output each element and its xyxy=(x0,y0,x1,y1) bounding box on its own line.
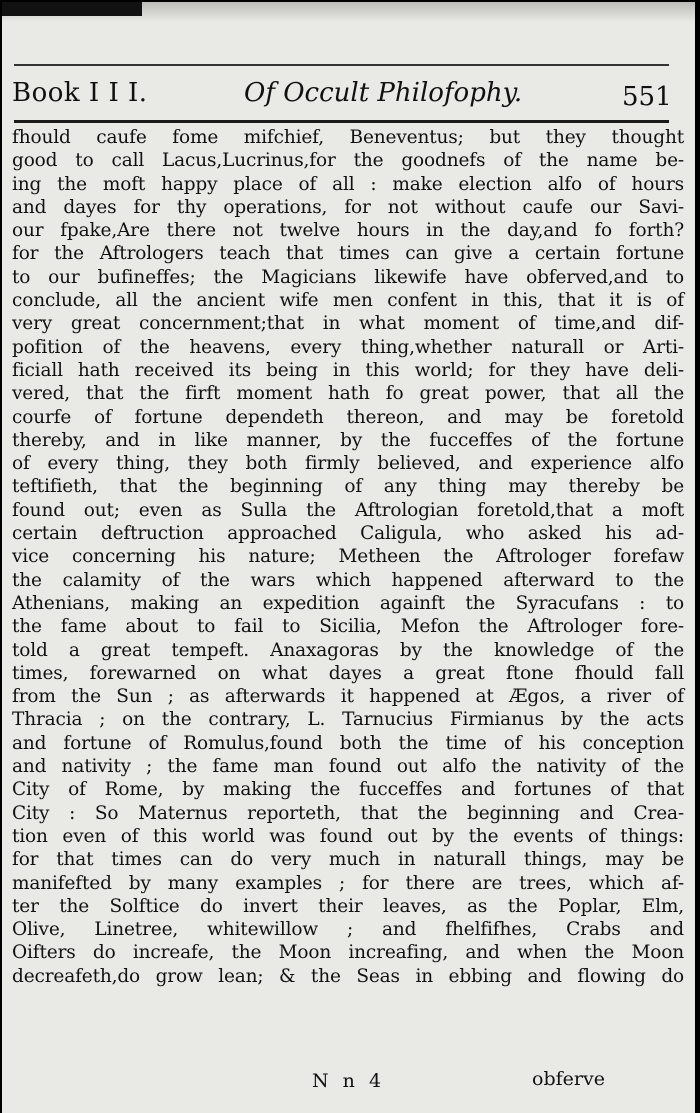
text-line: vice concerning his nature; Metheen the Aftrologer forefaw xyxy=(12,546,684,568)
text-line: very great concernment;that in what moment of time,and dif- xyxy=(12,313,684,335)
header-rule-top xyxy=(14,64,669,66)
text-line: our fpake,Are there not twelve hours in the day,and fo forth? xyxy=(12,220,684,242)
book-page xyxy=(2,2,695,1113)
text-line: times, forewarned on what dayes a great ftone fhould fall xyxy=(12,662,684,684)
text-line: the calamity of the wars which happened afterward to the xyxy=(12,569,684,591)
text-line: and fortune of Romulus,found both the time of his conception xyxy=(12,732,684,754)
page-number: 551 xyxy=(622,82,672,112)
running-header xyxy=(12,74,672,118)
text-line: for the Aftrologers teach that times can give a certain fortune xyxy=(12,243,684,265)
text-line: courfe of fortune dependeth thereon, and may be foretold xyxy=(12,406,684,428)
text-line: ter the Solftice do invert their leaves, as the Poplar, Elm, xyxy=(12,895,684,917)
catchword: obferve xyxy=(532,1068,605,1090)
signature-mark: N n 4 xyxy=(312,1070,386,1092)
text-line: to our bufineffes; the Magicians likewife have obferved,and to xyxy=(12,266,684,288)
text-line: Athenians, making an expedition againft the Syracufans : to xyxy=(12,592,684,614)
text-line: good to call Lacus,Lucrinus,for the goodnefs of the name be- xyxy=(12,150,684,172)
text-line: ficiall hath received its being in this world; for they have deli- xyxy=(12,359,684,381)
text-line: conclude, all the ancient wife men confent in this, that it is of xyxy=(12,290,684,312)
text-line: and dayes for thy operations, for not without caufe our Savi- xyxy=(12,196,684,218)
text-line: decreafeth,do grow lean; & the Seas in ebbing and flowing do xyxy=(12,965,684,987)
text-line: Thracia ; on the contrary, L. Tarnucius Firmianus by the acts xyxy=(12,709,684,731)
text-line: told a great tempeft. Anaxagoras by the knowledge of the xyxy=(12,639,684,661)
text-line: of every thing, they both firmly believed, and experience alfo xyxy=(12,453,684,475)
text-line: found out; even as Sulla the Aftrologian foretold,that a moft xyxy=(12,499,684,521)
text-line: and nativity ; the fame man found out alfo the nativity of the xyxy=(12,756,684,778)
text-line: from the Sun ; as afterwards it happened at Ægos, a river of xyxy=(12,686,684,708)
text-line: Oifters do increafe, the Moon increafing, and when the Moon xyxy=(12,942,684,964)
text-line: for that times can do very much in naturall things, may be xyxy=(12,849,684,871)
text-line: tion even of this world was found out by the events of things: xyxy=(12,825,684,847)
text-line: the fame about to fail to Sicilia, Mefon the Aftrologer fore- xyxy=(12,616,684,638)
running-book-label: Book I I I. xyxy=(12,78,148,108)
text-line: fhould caufe fome mifchief, Beneventus; but they thought xyxy=(12,127,684,148)
text-line: teftifieth, that the beginning of any thing may thereby be xyxy=(12,476,684,498)
text-line: thereby, and in like manner, by the fucceffes of the fortune xyxy=(12,429,684,451)
text-line: Olive, Linetree, whitewillow ; and fhelfifhes, Crabs and xyxy=(12,919,684,941)
text-line: City of Rome, by making the fucceffes and fortunes of that xyxy=(12,779,684,801)
body-text xyxy=(12,126,684,988)
header-rule-bottom xyxy=(14,120,669,123)
text-line: certain deftruction approached Caligula, who asked his ad- xyxy=(12,523,684,545)
text-line: City : So Maternus reporteth, that the beginning and Crea- xyxy=(12,802,684,824)
running-title: Of Occult Philofophy. xyxy=(244,78,523,108)
text-line: pofition of the heavens, every thing,whether naturall or Arti- xyxy=(12,336,684,358)
page-footer xyxy=(12,1062,684,1102)
scan-edge xyxy=(2,2,142,16)
text-line: manifefted by many examples ; for there are trees, which af- xyxy=(12,872,684,894)
text-line: vered, that the firft moment hath fo great power, that all the xyxy=(12,383,684,405)
text-line: ing the moft happy place of all : make election alfo of hours xyxy=(12,173,684,195)
